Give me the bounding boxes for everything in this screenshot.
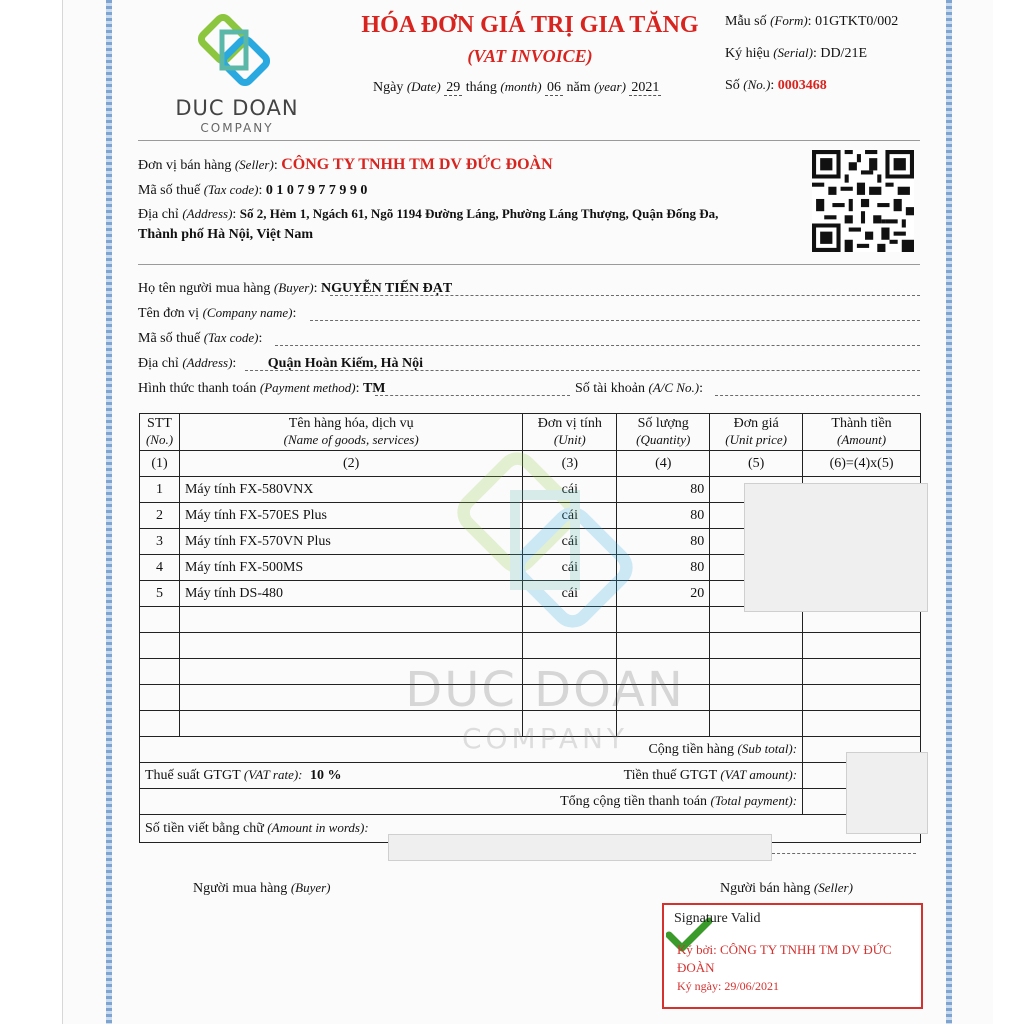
logo-text-sub: COMPANY: [200, 121, 274, 135]
table-row: 2 Máy tính FX-570ES Plus cái 80: [140, 503, 921, 529]
date-year: 2021: [631, 80, 660, 95]
table-empty-row: [140, 711, 921, 737]
seller-address-row: Địa chỉ (Address): Số 2, Hẻm 1, Ngách 61, Ngõ 1194 Đường Láng, Phường Láng Thượng, Quận Đống Đa,: [138, 206, 719, 222]
buyer-company-row: Tên đơn vị (Company name):: [138, 305, 297, 321]
table-empty-row: [140, 659, 921, 685]
buyer-address-row: Địa chỉ (Address): Quận Hoàn Kiếm, Hà Nội: [138, 355, 423, 371]
account-number-line: [715, 395, 920, 396]
table-row: 3 Máy tính FX-570VN Plus cái 80: [140, 529, 921, 555]
items-table: [139, 413, 921, 843]
logo-text-main: DUC DOAN: [175, 96, 299, 120]
company-logo: [172, 8, 302, 134]
table-row: 1 Máy tính FX-580VNX cái 80: [140, 477, 921, 503]
col-header-unit: Đơn vị tính (Unit): [523, 414, 617, 451]
signature-valid-text: Signature Valid: [674, 911, 761, 926]
redacted-words-block: [388, 834, 772, 861]
page-border-left: [106, 0, 112, 1024]
buyer-address-line: [245, 370, 920, 371]
digital-signature-stamp: [662, 903, 923, 1009]
table-row: 5 Máy tính DS-480 cái 20: [140, 581, 921, 607]
account-number-row: Số tài khoản (A/C No.):: [575, 380, 703, 396]
seller-tax-code: 0 1 0 7 9 7 7 9 9 0: [265, 183, 368, 198]
payment-method-line: [375, 395, 570, 396]
vat-rate: 10 %: [310, 768, 342, 783]
qr-code-icon: [812, 150, 914, 252]
watermark-text-main: DUC DOAN: [405, 662, 685, 718]
vat-row: Thuế suất GTGT (VAT rate): 10 % Tiền thuế GTGT (VAT amount):: [140, 763, 921, 789]
buyer-name-line: [330, 295, 920, 296]
buyer-name: NGUYỄN TIẾN ĐẠT: [321, 281, 453, 296]
signed-by-line1: Ký bởi: CÔNG TY TNHH TM DV ĐỨC: [677, 942, 892, 957]
seller-address-line1: Số 2, Hẻm 1, Ngách 61, Ngõ 1194 Đường Láng, Phường Láng Thượng, Quận Đống Đa,: [239, 206, 719, 221]
payment-method-row: Hình thức thanh toán (Payment method): TM: [138, 380, 386, 396]
payment-method: TM: [362, 381, 386, 396]
signed-by-line2: ĐOÀN: [677, 960, 715, 975]
words-line: [772, 853, 916, 854]
seller-signature-label: Người bán hàng (Seller): [720, 880, 853, 896]
col-header-no: STT (No.): [140, 414, 180, 451]
form-number: Mẫu số (Form): 01GTKT0/002: [725, 13, 899, 29]
divider: [138, 140, 920, 141]
col-header-amount: Thành tiền (Amount): [803, 414, 921, 451]
buyer-tax-row: Mã số thuế (Tax code):: [138, 330, 263, 346]
table-header-row: [140, 414, 921, 451]
signed-date: Ký ngày: 29/06/2021: [677, 979, 779, 993]
watermark-text-sub: COMPANY: [461, 722, 629, 755]
table-row: 4 Máy tính FX-500MS cái 80: [140, 555, 921, 581]
col-header-unit-price: Đơn giá (Unit price): [710, 414, 803, 451]
redacted-totals-block: [846, 752, 928, 834]
col-header-name: Tên hàng hóa, dịch vụ (Name of goods, services): [179, 414, 522, 451]
total-row: Tổng cộng tiền thanh toán (Total payment):: [140, 789, 921, 815]
table-index-row: (1) (2) (3) (4) (5) (6)=(4)x(5): [140, 451, 921, 477]
date-month: 06: [547, 80, 562, 95]
seller-address-line2: Thành phố Hà Nội, Việt Nam: [138, 227, 314, 242]
date-day: 29: [446, 80, 461, 95]
invoice-number: Số (No.): 0003468: [725, 77, 827, 93]
seller-tax-row: Mã số thuế (Tax code): 0 1 0 7 9 7 7 9 9 0: [138, 182, 368, 198]
buyer-tax-line: [275, 345, 920, 346]
buyer-address: Quận Hoàn Kiếm, Hà Nội: [267, 356, 423, 371]
buyer-company-line: [310, 320, 920, 321]
col-header-quantity: Số lượng (Quantity): [617, 414, 710, 451]
divider: [138, 264, 920, 265]
seller-name: CÔNG TY TNHH TM DV ĐỨC ĐOÀN: [281, 156, 553, 173]
subtotal-row: Cộng tiền hàng (Sub total):: [140, 737, 921, 763]
invoice-date: Ngày (Date) 29 tháng (month) 06 năm (year) 2021: [373, 79, 660, 95]
serial-number: Ký hiệu (Serial): DD/21E: [725, 45, 867, 61]
buyer-name-row: Họ tên người mua hàng (Buyer): NGUYỄN TIẾN ĐẠT: [138, 280, 453, 296]
redacted-amounts-block: [744, 483, 928, 612]
page-border-right: [946, 0, 952, 1024]
logo-mark-icon: [194, 10, 274, 90]
amount-in-words-row: Số tiền viết bằng chữ (Amount in words):: [140, 815, 921, 843]
buyer-signature-label: Người mua hàng (Buyer): [193, 880, 331, 896]
seller-name-row: Đơn vị bán hàng (Seller): CÔNG TY TNHH TM DV ĐỨC ĐOÀN: [138, 156, 553, 173]
table-empty-row: [140, 685, 921, 711]
invoice-title: HÓA ĐƠN GIÁ TRỊ GIA TĂNG: [361, 12, 699, 38]
table-empty-row: [140, 633, 921, 659]
invoice-subtitle: (VAT INVOICE): [467, 46, 593, 66]
